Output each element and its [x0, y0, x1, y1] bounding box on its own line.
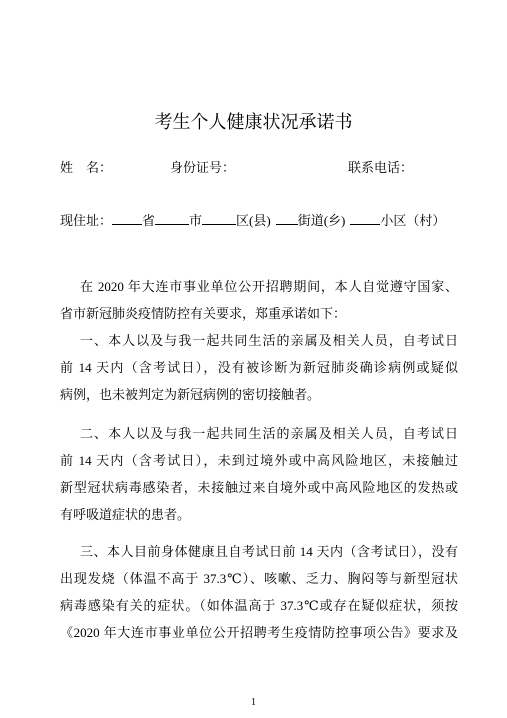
- paragraph-line: 病例，也未被判定为新冠病例的密切接触者。: [60, 387, 321, 402]
- document-title: 考生个人健康状况承诺书: [154, 112, 353, 132]
- paragraph-line: 一、本人以及与我一起共同生活的亲属及相关人员，自考试日: [80, 333, 458, 348]
- address-city-label: 市: [189, 213, 203, 228]
- address-blank-community: [350, 211, 380, 225]
- id-number-field-label: 身份证号：: [170, 160, 236, 175]
- address-blank-district: [202, 211, 236, 225]
- address-blank-province: [112, 211, 142, 225]
- commitment-intro: [60, 273, 458, 327]
- commitment-body: [60, 273, 458, 646]
- paragraph-line: 在 2020 年大连市事业单位公开招聘期间，本人自觉遵守国家、: [80, 279, 458, 294]
- paragraph-line: 病毒感染有关的症状。（如体温高于 37.3℃或存在疑似症状，须按: [60, 598, 458, 613]
- address-street-label: 街道(乡): [297, 213, 346, 228]
- address-label: 现住址：: [60, 213, 113, 228]
- address-line: [60, 211, 460, 231]
- address-province-label: 省: [142, 213, 156, 228]
- name-field-label: 姓 名：: [60, 160, 113, 175]
- paragraph-line: 三、本人目前身体健康且自考试日前 14 天内（含考试日），没有: [80, 544, 458, 559]
- commitment-item-3: [60, 538, 458, 646]
- paragraph-line: 新型冠状病毒感染者，未接触过来自境外或中高风险地区的发热或: [60, 480, 458, 495]
- address-blank-street: [276, 211, 298, 225]
- address-district-label: 区(县): [236, 213, 271, 228]
- commitment-item-1: [60, 327, 458, 408]
- paragraph-line: 出现发烧（体温不高于 37.3℃）、咳嗽、乏力、胸闷等与新型冠状: [60, 571, 458, 586]
- paragraph-line: 前 14 天内（含考试日），没有被诊断为新冠肺炎确诊病例或疑似: [60, 360, 458, 375]
- paragraph-line: 《2020 年大连市事业单位公开招聘考生疫情防控事项公告》要求及: [60, 625, 458, 640]
- paragraph-line: 前 14 天内（含考试日），未到过境外或中高风险地区，未接触过: [60, 453, 458, 468]
- paragraph-line: 二、本人以及与我一起共同生活的亲属及相关人员，自考试日: [80, 426, 458, 441]
- paragraph-line: 有呼吸道症状的患者。: [60, 507, 191, 522]
- address-blank-city: [155, 211, 189, 225]
- address-community-label: 小区（村）: [380, 213, 446, 228]
- phone-field-label: 联系电话：: [348, 160, 414, 175]
- commitment-item-2: [60, 420, 458, 528]
- page-number: 1: [251, 697, 256, 708]
- paragraph-line: 省市新冠肺炎疫情防控有关要求，郑重承诺如下：: [60, 306, 347, 321]
